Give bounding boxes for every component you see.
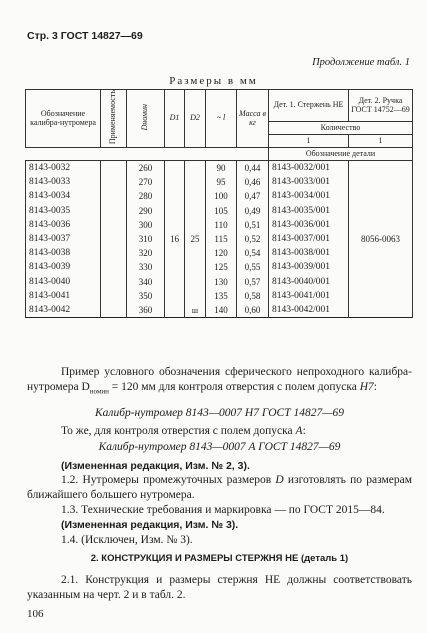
qty-det2: 1: [349, 135, 413, 148]
row-code: 8143-0037: [26, 232, 101, 246]
row-part: 8143-0036/001: [269, 218, 349, 232]
dimensions-table: [25, 89, 413, 318]
row-dnom: 340: [127, 275, 165, 289]
example-paragraph: Пример условного обозначения сферического непроходного калибра-нутромера $D_{номин} = 120$ мм для контроля отверстия с полем допуска H7:: [27, 366, 412, 396]
row-code: 8143-0032: [26, 161, 101, 176]
row-applicability: [101, 246, 127, 260]
row-dnom: 320: [127, 246, 165, 260]
row-dnom: 330: [127, 260, 165, 274]
row-dnom: 260: [127, 161, 165, 176]
row-applicability: [101, 303, 127, 318]
col-det1-header: Дет. 1. Стержень НЕ: [269, 90, 349, 122]
row-applicability: [101, 260, 127, 274]
row-mass: 0,46: [237, 175, 269, 189]
row-code: 8143-0033: [26, 175, 101, 189]
col-l-header: ~ l: [206, 90, 237, 148]
table-caption: Размеры в мм: [169, 75, 258, 87]
qty-det1: 1: [269, 135, 349, 148]
row-l: 125: [206, 260, 237, 274]
row-applicability: [101, 289, 127, 303]
row-mass: 0,47: [237, 189, 269, 203]
row-mass: 0,60: [237, 303, 269, 318]
row-l: 90: [206, 161, 237, 176]
quantity-header: Количество: [269, 122, 413, 135]
row-l: 110: [206, 218, 237, 232]
row-code: 8143-0034: [26, 189, 101, 203]
row-l: 105: [206, 204, 237, 218]
page-header: Стр. 3 ГОСТ 14827—69: [27, 30, 143, 42]
row-part: 8143-0041/001: [269, 289, 349, 303]
row-dnom: 350: [127, 289, 165, 303]
clause-1-3: 1.3. Технические требования и маркировка — по ГОСТ 2015—84.: [61, 504, 385, 516]
row-mass: 0,58: [237, 289, 269, 303]
row-dnom: 300: [127, 218, 165, 232]
row-l: 140: [206, 303, 237, 318]
row-code: 8143-0040: [26, 275, 101, 289]
row-mass: 0,44: [237, 161, 269, 176]
handle-designation: 8056-0063: [349, 161, 413, 318]
revision-note-2: (Измененная редакция, Изм. № 3).: [61, 519, 239, 531]
row-l: 100: [206, 189, 237, 203]
clause-1-2: 1.2. Нутромеры промежуточных размеров D изготовлять по размерам ближайшего большего нутромера.: [27, 474, 412, 501]
row-mass: 0,55: [237, 260, 269, 274]
part-designation-header: Обозначение детали: [269, 148, 413, 161]
row-l: 95: [206, 175, 237, 189]
row-applicability: [101, 218, 127, 232]
row-mass: 0,52: [237, 232, 269, 246]
example-paragraph-a: То же, для контроля отверстия с полем допуска A:: [61, 425, 306, 437]
row-l: 135: [206, 289, 237, 303]
d2-value-text: 25: [190, 234, 200, 245]
row-dnom: 360: [127, 303, 165, 318]
section-heading: 2. КОНСТРУКЦИЯ И РАЗМЕРЫ СТЕРЖНЯ НЕ (деталь 1): [90, 553, 349, 564]
clause-2-1: 2.1. Конструкция и размеры стержня НЕ должны соответствовать указанным на черт. 2 и в табл. 2.: [27, 574, 412, 601]
row-code: 8143-0035: [26, 204, 101, 218]
row-part: 8143-0035/001: [269, 204, 349, 218]
d1-value: 16: [165, 161, 185, 318]
row-dnom: 270: [127, 175, 165, 189]
d2-value: [185, 161, 206, 318]
row-part: 8143-0039/001: [269, 260, 349, 274]
row-code: 8143-0036: [26, 218, 101, 232]
row-applicability: [101, 275, 127, 289]
col-mass-header: Масса в кг: [237, 90, 269, 148]
row-applicability: [101, 175, 127, 189]
col-dnom-header: Dномин: [127, 90, 165, 148]
clause-1-4: 1.4. (Исключен, Изм. № 3).: [61, 534, 193, 546]
table-row: [26, 161, 413, 176]
row-part: 8143-0040/001: [269, 275, 349, 289]
revision-note-1: (Измененная редакция, Изм. № 2, 3).: [61, 460, 250, 472]
row-part: 8143-0033/001: [269, 175, 349, 189]
example-formula-h7: Калибр-нутромер 8143—0007 H7 ГОСТ 14827—69: [95, 407, 344, 419]
row-mass: 0,57: [237, 275, 269, 289]
row-applicability: [101, 161, 127, 176]
col-d1-header: D1: [165, 90, 185, 148]
row-dnom: 280: [127, 189, 165, 203]
row-code: 8143-0041: [26, 289, 101, 303]
example-formula-a: Калибр-нутромер 8143—0007 A ГОСТ 14827—69: [98, 441, 341, 453]
col-d2-header: D2: [185, 90, 206, 148]
row-code: 8143-0042: [26, 303, 101, 318]
row-applicability: [101, 189, 127, 203]
col-det2-header: Дет. 2. Ручка ГОСТ 14752—69: [349, 90, 413, 122]
row-part: 8143-0038/001: [269, 246, 349, 260]
row-part: 8143-0037/001: [269, 232, 349, 246]
col-applicability-header: Применяемость: [101, 90, 127, 148]
row-code: 8143-0038: [26, 246, 101, 260]
row-dnom: 310: [127, 232, 165, 246]
row-mass: 0,51: [237, 218, 269, 232]
row-mass: 0,54: [237, 246, 269, 260]
row-part: 8143-0032/001: [269, 161, 349, 176]
row-code: 8143-0039: [26, 260, 101, 274]
row-mass: 0,49: [237, 204, 269, 218]
row-l: 130: [206, 275, 237, 289]
row-applicability: [101, 232, 127, 246]
table-continuation-label: Продолжение табл. 1: [312, 57, 410, 68]
col-designation-header: Обозначение калибра-нутромера: [26, 90, 101, 148]
row-part: 8143-0042/001: [269, 303, 349, 318]
page-number: 106: [27, 608, 44, 620]
row-applicability: [101, 204, 127, 218]
row-l: 120: [206, 246, 237, 260]
d2-bottom-mark: ш: [191, 306, 199, 316]
row-l: 115: [206, 232, 237, 246]
row-part: 8143-0034/001: [269, 189, 349, 203]
row-dnom: 290: [127, 204, 165, 218]
